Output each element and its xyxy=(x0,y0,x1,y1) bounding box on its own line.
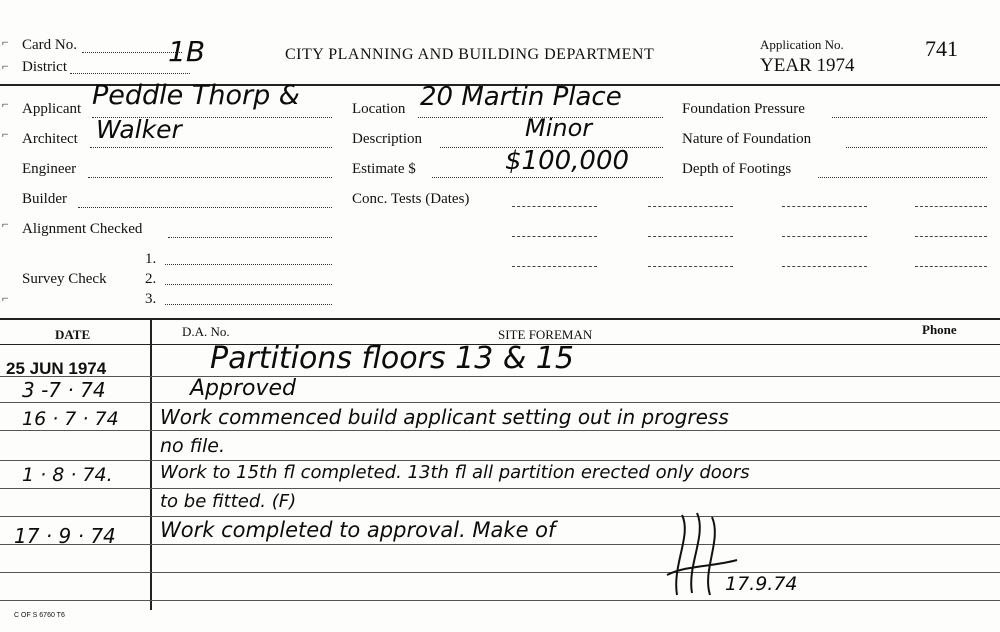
builder-line xyxy=(78,207,332,208)
survey-number-1: 1. xyxy=(145,251,157,267)
location-value: 20 Martin Place xyxy=(420,82,622,112)
conc-test-line xyxy=(782,206,867,207)
table-row-date: 3 -7 · 74 xyxy=(22,378,106,402)
table-row-text: Work commenced build applicant setting out in progress xyxy=(160,405,729,429)
depth-of-footings-label: Depth of Footings xyxy=(682,161,792,177)
architect-label: Architect xyxy=(22,131,78,147)
survey-number-3: 3. xyxy=(145,291,157,307)
table-row-line xyxy=(0,572,1000,573)
estimate-line xyxy=(432,177,663,178)
applicant-value: Peddle Thorp & xyxy=(92,80,300,111)
table-row-date-stamp: 25 JUN 1974 xyxy=(6,359,107,378)
table-row-text: to be fitted. (F) xyxy=(160,491,297,512)
table-row-line xyxy=(0,600,1000,601)
conc-test-line xyxy=(782,266,867,267)
year-label: YEAR 1974 xyxy=(760,55,855,76)
estimate-value: $100,000 xyxy=(505,146,630,176)
table-row-text: Work to 15th fl completed. 13th fl all partition erected only doors xyxy=(160,462,750,483)
table-row-date: 16 · 7 · 74 xyxy=(22,408,119,430)
alignment-line xyxy=(168,237,332,238)
conc-test-line xyxy=(512,236,597,237)
da-no-column-header: D.A. No. xyxy=(182,324,230,339)
depth-of-footings-line xyxy=(818,177,987,178)
conc-tests-label: Conc. Tests (Dates) xyxy=(352,191,470,207)
form-code: C OF S 6760 T6 xyxy=(14,612,65,619)
foundation-pressure-label: Foundation Pressure xyxy=(682,101,805,117)
architect-value: Walker xyxy=(96,115,182,144)
description-value: Minor xyxy=(525,114,593,142)
table-row-text: Work completed to approval. Make of xyxy=(160,518,556,542)
conc-test-line xyxy=(915,206,987,207)
margin-tick: ⌐ xyxy=(2,127,9,141)
table-row-line xyxy=(0,544,1000,545)
survey-number-2: 2. xyxy=(145,271,157,287)
signoff-date: 17.9.74 xyxy=(725,573,798,595)
table-row-text: no file. xyxy=(160,435,225,457)
table-row-line xyxy=(0,430,1000,431)
table-row-line xyxy=(0,488,1000,489)
margin-tick: ⌐ xyxy=(2,97,9,111)
conc-test-line xyxy=(782,236,867,237)
engineer-label: Engineer xyxy=(22,161,77,177)
nature-of-foundation-label: Nature of Foundation xyxy=(682,131,812,147)
conc-test-line xyxy=(512,266,597,267)
district-line xyxy=(70,73,190,74)
table-row-line xyxy=(0,516,1000,517)
table-row-line xyxy=(0,460,1000,461)
table-row-line xyxy=(0,402,1000,403)
alignment-checked-label: Alignment Checked xyxy=(22,221,143,237)
conc-test-line xyxy=(915,236,987,237)
table-row-text: Approved xyxy=(190,376,297,401)
card-no-label: Card No. xyxy=(22,37,77,53)
date-column-divider xyxy=(150,320,152,610)
margin-tick: ⌐ xyxy=(2,59,9,73)
foundation-pressure-line xyxy=(832,117,987,118)
table-row-date: 17 · 9 · 74 xyxy=(14,524,116,548)
application-no-label: Application No. xyxy=(760,37,844,52)
table-row-date: 1 · 8 · 74. xyxy=(22,464,113,486)
applicant-label: Applicant xyxy=(22,101,82,117)
department-title: CITY PLANNING AND BUILDING DEPARTMENT xyxy=(285,46,655,63)
engineer-line xyxy=(88,177,332,178)
date-column-header: DATE xyxy=(55,327,91,342)
survey-line-2 xyxy=(165,284,332,285)
builder-label: Builder xyxy=(22,191,67,207)
description-label: Description xyxy=(352,131,422,147)
conc-test-line xyxy=(648,206,733,207)
table-row-line xyxy=(0,376,1000,377)
architect-line xyxy=(90,147,332,148)
site-foreman-column-header: SITE FOREMAN xyxy=(498,327,593,342)
margin-tick: ⌐ xyxy=(2,291,9,305)
estimate-label: Estimate $ xyxy=(352,161,416,177)
nature-of-foundation-line xyxy=(846,147,987,148)
district-value: 1B xyxy=(168,35,206,68)
survey-line-3 xyxy=(165,304,332,305)
conc-test-line xyxy=(512,206,597,207)
margin-tick: ⌐ xyxy=(2,217,9,231)
location-label: Location xyxy=(352,101,406,117)
card-no-line xyxy=(82,52,182,53)
conc-test-line xyxy=(915,266,987,267)
survey-check-label: Survey Check xyxy=(22,271,107,287)
conc-test-line xyxy=(648,266,733,267)
margin-tick: ⌐ xyxy=(2,35,9,49)
table-row-text: Partitions floors 13 & 15 xyxy=(210,341,574,376)
survey-line-1 xyxy=(165,264,332,265)
application-number: 741 xyxy=(925,36,958,61)
district-label: District xyxy=(22,59,67,75)
phone-column-header: Phone xyxy=(922,322,957,337)
conc-test-line xyxy=(648,236,733,237)
